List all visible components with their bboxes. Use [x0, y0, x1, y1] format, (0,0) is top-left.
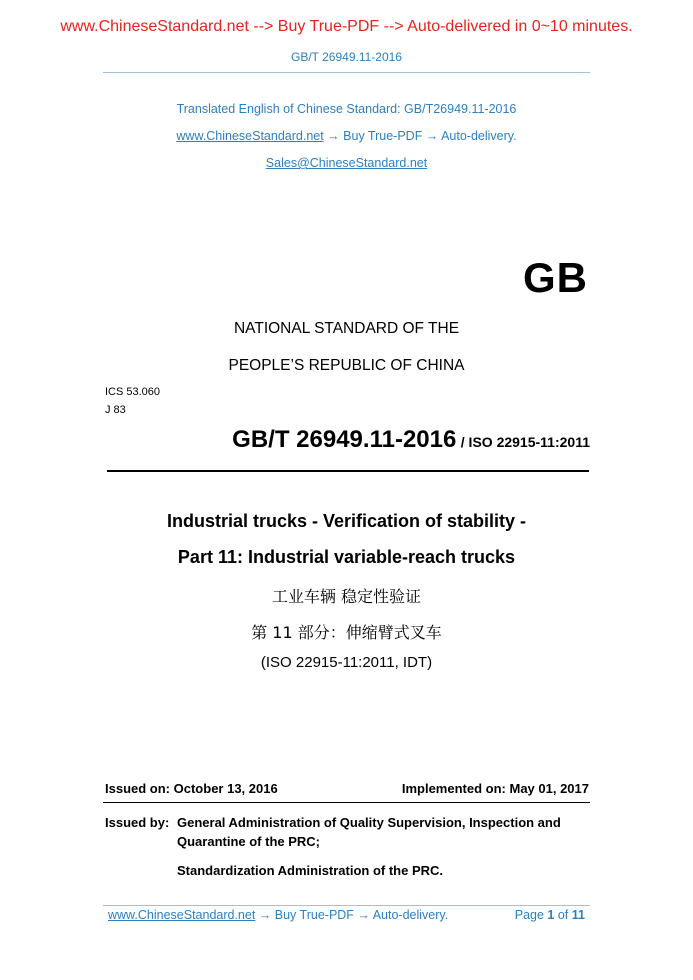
- title-chinese-line1: 工业车辆 稳定性验证: [271, 587, 422, 606]
- national-standard-line2: PEOPLE’S REPUBLIC OF CHINA: [228, 357, 465, 374]
- iso-equivalent: / ISO 22915-11:2011: [460, 434, 590, 450]
- issuer-line2: Quarantine of the PRC;: [177, 834, 321, 849]
- header-divider: [103, 72, 590, 73]
- standard-number-main: GB/T 26949.11-2016: [232, 426, 457, 453]
- issuer-line1: General Administration of Quality Supervision, Inspection and: [177, 815, 561, 830]
- page-label: Page: [514, 908, 544, 922]
- translation-buy-line: [0, 129, 693, 143]
- footer-divider: [103, 905, 590, 906]
- header-standard-code: GB/T 26949.11-2016: [291, 50, 402, 64]
- issued-label: Issued on:: [105, 781, 171, 796]
- site-link[interactable]: www.ChineseStandard.net: [176, 129, 324, 143]
- issued-date: [105, 781, 278, 796]
- issuer-line3: Standardization Administration of the PRC.: [177, 863, 444, 878]
- national-standard-line1: NATIONAL STANDARD OF THE: [233, 320, 460, 337]
- standard-number-rule: [107, 470, 589, 472]
- title-chinese-line2: 第 11 部分：伸缩臂式叉车: [251, 623, 442, 642]
- translation-notice: Translated English of Chinese Standard: GB/T26949.11-2016: [176, 102, 517, 116]
- sales-email-line: [0, 156, 693, 170]
- title-english-line2: Part 11: Industrial variable-reach trucks: [177, 547, 516, 567]
- ics-code: ICS 53.060: [105, 386, 161, 398]
- footer-buy-text: → Buy True-PDF → Auto-delivery.: [255, 908, 449, 922]
- page-total: 11: [571, 908, 585, 922]
- standard-number: [232, 426, 590, 454]
- adoption-note: (ISO 22915-11:2011, IDT): [260, 654, 433, 671]
- page-current: 1: [547, 908, 555, 922]
- page-of: of: [557, 908, 569, 922]
- buy-text: → Buy True-PDF → Auto-delivery.: [323, 129, 517, 143]
- ccs-code: J 83: [105, 404, 126, 416]
- page-indicator: [515, 908, 585, 922]
- top-banner[interactable]: www.ChineseStandard.net --> Buy True-PDF --> Auto-delivered in 0~10 minutes.: [60, 18, 633, 35]
- footer-buy-line: [108, 908, 448, 922]
- implemented-label: Implemented on:: [401, 781, 506, 796]
- implemented-date: [402, 781, 589, 796]
- title-english-line1: Industrial trucks - Verification of stability -: [166, 511, 527, 531]
- issued-value: October 13, 2016: [173, 781, 278, 796]
- gb-mark: GB: [523, 254, 588, 301]
- implemented-value: May 01, 2017: [509, 781, 589, 796]
- issuer-label: Issued by:: [105, 815, 170, 830]
- footer-site-link[interactable]: www.ChineseStandard.net: [108, 908, 256, 922]
- dates-rule: [103, 802, 590, 803]
- sales-email-link[interactable]: Sales@ChineseStandard.net: [265, 156, 428, 170]
